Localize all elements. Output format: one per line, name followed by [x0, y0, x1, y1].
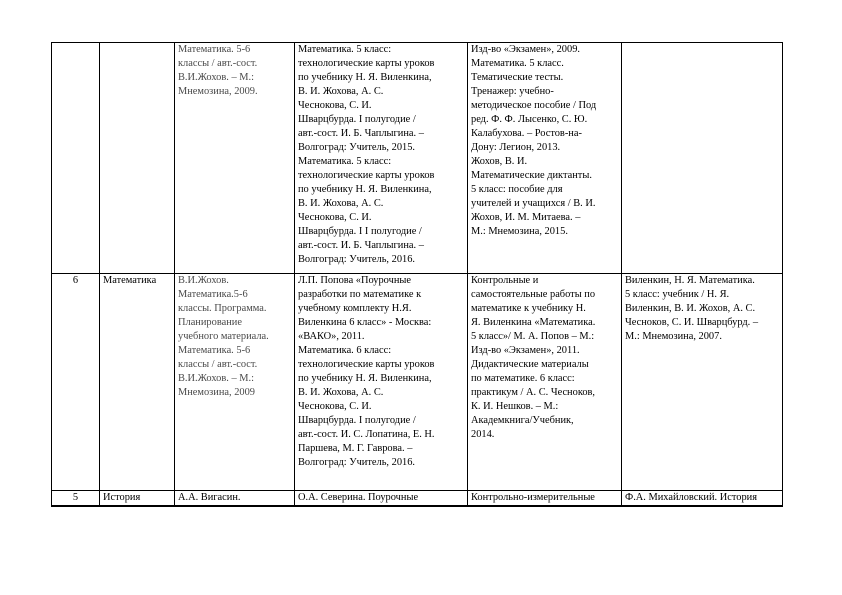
subject-cell	[100, 43, 175, 274]
cell-line: Изд-во «Экзамен», 2011.	[471, 345, 580, 356]
cell-line: 5 класс»/ М. А. Попов – М.:	[471, 331, 595, 342]
cell-line: В.И.Жохов.	[178, 275, 229, 286]
cell-line: М.: Мнемозина, 2007.	[625, 331, 722, 342]
grade-cell: 5	[52, 491, 100, 507]
cell-line: О.А. Северина. Поурочные	[298, 492, 419, 503]
cell-line: разработки по математике к	[298, 289, 422, 300]
control-materials-cell	[468, 491, 622, 507]
cell-line: Мнемозина, 2009	[178, 387, 255, 398]
cell-line: классы / авт.-сост.	[178, 58, 258, 69]
subject-cell: История	[100, 491, 175, 507]
textbook-cell	[622, 43, 783, 274]
control-materials-cell	[468, 274, 622, 491]
cell-line: классы. Программа.	[178, 303, 267, 314]
cell-line: Жохов, И. М. Митаева. –	[471, 212, 581, 223]
cell-line: Чесноков, С. И. Шварцбурд. –	[625, 317, 759, 328]
cell-line: Паршева, М. Г. Гаврова. –	[298, 443, 413, 454]
cell-line: К. И. Нешков. – М.:	[471, 401, 559, 412]
cell-line: Виленкина 6 класс» - Москва:	[298, 317, 432, 328]
table-row	[52, 274, 783, 491]
cell-line: Математика. 5 класс:	[298, 156, 392, 167]
cell-line: В. И. Жохова, А. С.	[298, 86, 384, 97]
cell-line: практикум / А. С. Чесноков,	[471, 387, 596, 398]
cell-line: Математика. 5-6	[178, 345, 251, 356]
cell-line: математике к учебнику Н.	[471, 303, 586, 314]
cell-line: Дону: Легион, 2013.	[471, 142, 561, 153]
cell-line: Математические диктанты.	[471, 170, 592, 181]
subject-cell: Математика	[100, 274, 175, 491]
program-cell	[175, 491, 295, 507]
methodical-cell	[295, 43, 468, 274]
cell-line: по математике. 6 класс:	[471, 373, 575, 384]
cell-line: Математика. 5 класс:	[298, 44, 392, 55]
curriculum-table	[51, 42, 783, 507]
textbook-cell	[622, 274, 783, 491]
cell-line: учебному комплекту Н.Я.	[298, 303, 412, 314]
cell-line: Л.П. Попова «Поурочные	[298, 275, 411, 286]
cell-line: В. И. Жохова, А. С.	[298, 198, 384, 209]
cell-line: Математика. 5 класс.	[471, 58, 564, 69]
cell-line: М.: Мнемозина, 2015.	[471, 226, 568, 237]
cell-line: по учебнику Н. Я. Виленкина,	[298, 72, 432, 83]
cell-line: В.И.Жохов. – М.:	[178, 373, 254, 384]
program-cell	[175, 43, 295, 274]
cell-line: Виленкин, В. И. Жохов, А. С.	[625, 303, 756, 314]
cell-line: Волгоград: Учитель, 2015.	[298, 142, 416, 153]
cell-line: В. И. Жохова, А. С.	[298, 387, 384, 398]
cell-line: 2014.	[471, 429, 495, 440]
cell-line: Шварцбурда. I полугодие /	[298, 415, 416, 426]
cell-line: учебного материала.	[178, 331, 269, 342]
cell-line: Тренажер: учебно-	[471, 86, 554, 97]
cell-line: Изд-во «Экзамен», 2009.	[471, 44, 580, 55]
cell-line: В.И.Жохов. – М.:	[178, 72, 254, 83]
cell-line: авт.-сост. И. Б. Чаплыгина. –	[298, 128, 424, 139]
cell-line: Тематические тесты.	[471, 72, 564, 83]
cell-line: учителей и учащихся / В. И.	[471, 198, 596, 209]
cell-line: Академкнига/Учебник,	[471, 415, 574, 426]
cell-line: по учебнику Н. Я. Виленкина,	[298, 184, 432, 195]
textbook-cell	[622, 491, 783, 507]
control-materials-cell	[468, 43, 622, 274]
cell-line: авт.-сост. И. С. Лопатина, Е. Н.	[298, 429, 435, 440]
cell-line: Математика. 6 класс:	[298, 345, 392, 356]
cell-line: Мнемозина, 2009.	[178, 86, 258, 97]
cell-line: Волгоград: Учитель, 2016.	[298, 254, 416, 265]
cell-line: методическое пособие / Под	[471, 100, 597, 111]
cell-line: Калабухова. – Ростов-на-	[471, 128, 582, 139]
cell-line: Дидактические материалы	[471, 359, 589, 370]
cell-line: Контрольные и	[471, 275, 539, 286]
cell-line: «ВАКО», 2011.	[298, 331, 365, 342]
cell-line: Контрольно-измерительные	[471, 492, 595, 503]
grade-cell: 6	[52, 274, 100, 491]
cell-line: технологические карты уроков	[298, 170, 435, 181]
cell-line: Жохов, В. И.	[471, 156, 528, 167]
cell-line: Ф.А. Михайловский. История	[625, 492, 757, 503]
cell-line: по учебнику Н. Я. Виленкина,	[298, 373, 432, 384]
cell-line: Математика.5-6	[178, 289, 248, 300]
program-cell	[175, 274, 295, 491]
cell-line: Я. Виленкина «Математика.	[471, 317, 596, 328]
cell-line: технологические карты уроков	[298, 58, 435, 69]
cell-line: А.А. Вигасин.	[178, 492, 241, 503]
cell-line: классы / авт.-сост.	[178, 359, 258, 370]
grade-cell	[52, 43, 100, 274]
table-row	[52, 43, 783, 274]
methodical-cell	[295, 491, 468, 507]
cell-line: 5 класс: пособие для	[471, 184, 563, 195]
cell-line: Шварцбурда. I I полугодие /	[298, 226, 422, 237]
cell-line: 5 класс: учебник / Н. Я.	[625, 289, 730, 300]
cell-line: технологические карты уроков	[298, 359, 435, 370]
cell-line: Чеснокова, С. И.	[298, 100, 372, 111]
cell-line: Планирование	[178, 317, 242, 328]
cell-line: самостоятельные работы по	[471, 289, 596, 300]
cell-line: Математика. 5-6	[178, 44, 251, 55]
cell-line: Волгоград: Учитель, 2016.	[298, 457, 416, 468]
table-row	[52, 491, 783, 507]
cell-line: Чеснокова, С. И.	[298, 401, 372, 412]
cell-line: Чеснокова, С. И.	[298, 212, 372, 223]
methodical-cell	[295, 274, 468, 491]
cell-line: ред. Ф. Ф. Лысенко, С. Ю.	[471, 114, 588, 125]
cell-line: Виленкин, Н. Я. Математика.	[625, 275, 755, 286]
cell-line: Шварцбурда. I полугодие /	[298, 114, 416, 125]
cell-line: авт.-сост. И. Б. Чаплыгина. –	[298, 240, 424, 251]
